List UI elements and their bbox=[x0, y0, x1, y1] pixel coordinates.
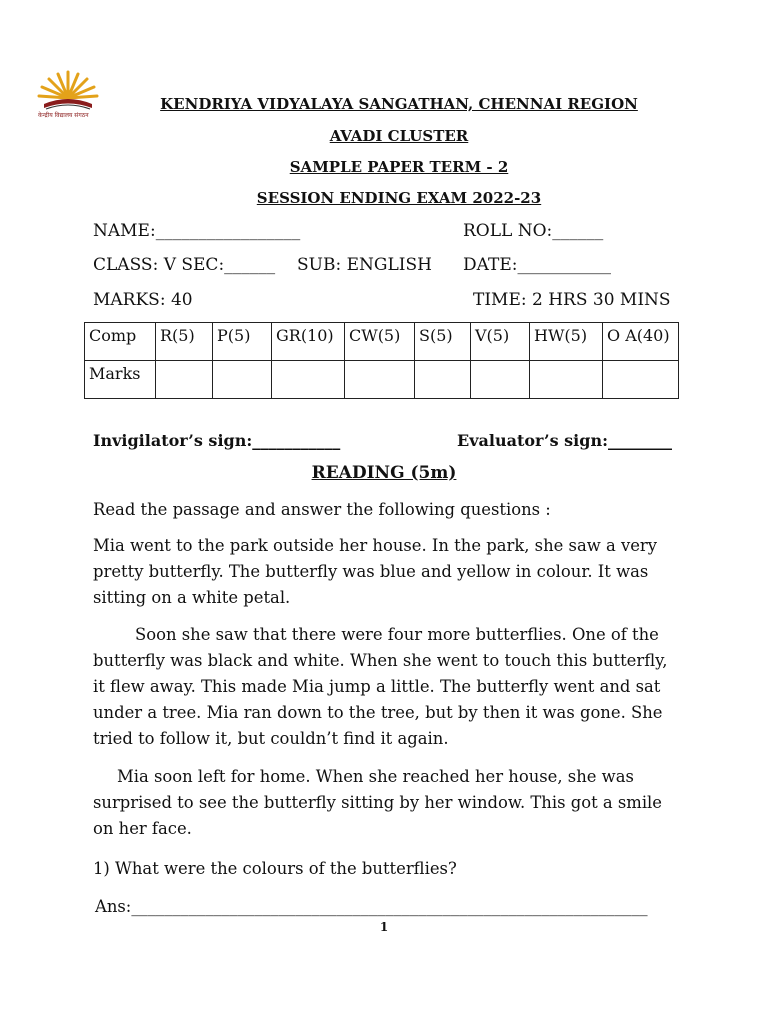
passage-paragraph-3: Mia soon left for home. When she reached her house, she was surprised to see the butterfly sitting by her window. This got a smile on her face. bbox=[93, 767, 662, 838]
section-title: READING (5m) bbox=[311, 463, 457, 483]
organization-title: KENDRIYA VIDYALAYA SANGATHAN, CHENNAI REGION bbox=[160, 95, 638, 113]
table-header-cell: HW(5) bbox=[530, 323, 603, 361]
instruction-text: Read the passage and answer the following questions : bbox=[93, 500, 551, 519]
marks-cell[interactable] bbox=[603, 361, 679, 399]
table-header-cell: P(5) bbox=[213, 323, 272, 361]
class-field[interactable]: CLASS: V SEC:______ bbox=[93, 255, 276, 275]
invigilator-sign-field[interactable]: Invigilator’s sign:___________ bbox=[93, 431, 341, 450]
cluster-title: AVADI CLUSTER bbox=[329, 127, 469, 145]
marks-row-label: Marks bbox=[85, 361, 156, 399]
roll-field[interactable]: ROLL NO:______ bbox=[463, 221, 604, 241]
marks-cell[interactable] bbox=[530, 361, 603, 399]
marks-cell[interactable] bbox=[272, 361, 345, 399]
table-header-cell: GR(10) bbox=[272, 323, 345, 361]
question-1: 1) What were the colours of the butterflies? bbox=[93, 859, 457, 878]
session-title: SESSION ENDING EXAM 2022-23 bbox=[256, 189, 542, 207]
evaluator-sign-field[interactable]: Evaluator’s sign:________ bbox=[457, 431, 672, 450]
paper-title: SAMPLE PAPER TERM - 2 bbox=[289, 158, 509, 176]
passage-paragraph-1: Mia went to the park outside her house. In the park, she saw a very pretty butterfly. The butterfly was blue and yellow in colour. It was sitting on a white petal. bbox=[93, 536, 658, 607]
time-label: TIME: 2 HRS 30 MINS bbox=[473, 290, 671, 310]
logo-caption: केन्द्रीय विद्यालय संगठन bbox=[38, 112, 89, 119]
page-number: 1 bbox=[379, 920, 389, 934]
table-row bbox=[85, 361, 679, 399]
marks-cell[interactable] bbox=[156, 361, 213, 399]
name-field[interactable]: NAME:_________________ bbox=[93, 221, 301, 241]
passage-paragraph-2: Soon she saw that there were four more butterflies. One of the butterfly was black and white. When she went to touch this butterfly, it flew away. This made Mia jump a little. The butterfly went and sat under a tree. Mia ran down to the tree, but by then it was gone. She tried to follow it, but couldn’t find it again. bbox=[93, 625, 668, 748]
marks-cell[interactable] bbox=[345, 361, 415, 399]
marks-label: MARKS: 40 bbox=[93, 290, 193, 310]
answer-line[interactable]: Ans:_______________________________________________________________ bbox=[95, 897, 648, 916]
marks-cell[interactable] bbox=[471, 361, 530, 399]
marks-cell[interactable] bbox=[213, 361, 272, 399]
marks-table bbox=[84, 322, 679, 399]
subject-label: SUB: ENGLISH bbox=[297, 255, 432, 275]
marks-cell[interactable] bbox=[415, 361, 471, 399]
table-header-cell: V(5) bbox=[471, 323, 530, 361]
table-header-cell: O A(40) bbox=[603, 323, 679, 361]
table-header-cell: S(5) bbox=[415, 323, 471, 361]
table-header-cell: CW(5) bbox=[345, 323, 415, 361]
table-header-cell: Comp bbox=[85, 323, 156, 361]
table-header-cell: R(5) bbox=[156, 323, 213, 361]
table-header-row bbox=[85, 323, 679, 361]
date-field[interactable]: DATE:___________ bbox=[463, 255, 611, 275]
